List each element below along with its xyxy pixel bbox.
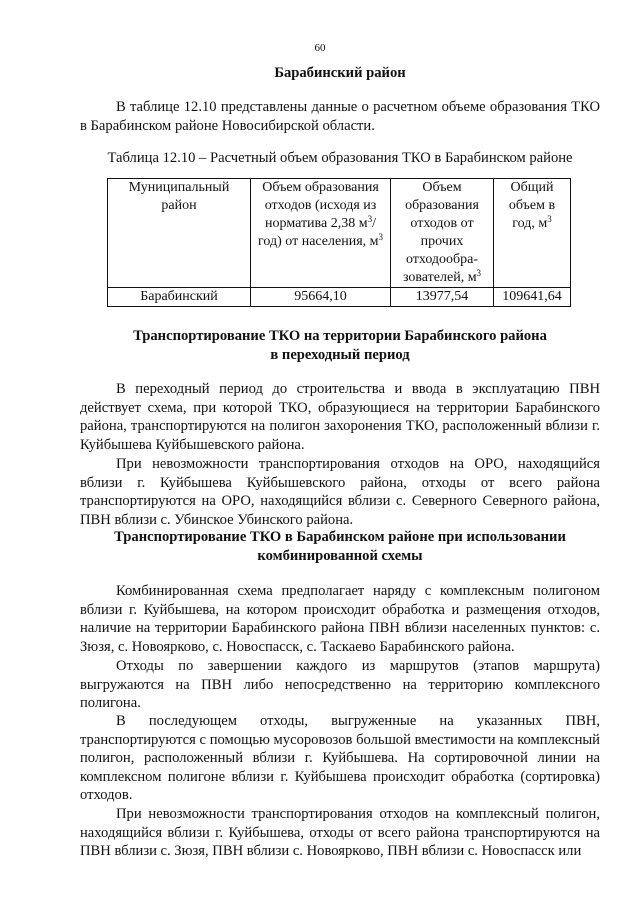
header-total-sup: 3 (547, 214, 552, 224)
header-population-volume (251, 179, 391, 288)
transition-paragraph: В переходный период до строительства и ввода в эксплуатацию ПВН действует схема, при которой ТКО, образующиеся на территории Барабинского района, транспортируются на полигон захоронения ТКО, расположенный вблизи г. Куйбышева Куйбышевского района. (80, 381, 600, 453)
intro-paragraph: В таблице 12.10 представлены данные о расчетном объеме образования ТКО в Барабинском районе Новосибирской области. (80, 99, 600, 134)
cell-population: 95664,10 (251, 288, 391, 307)
fallback-paragraph: При невозможности транспортирования отходов на комплексный полигон, находящийся вблизи г. Куйбышева, отходы от всего района транспортируются на ПВН вблизи с. Зюзя, ПВН вблизи с. Новоярково, ПВН вблизи с. Новоспасск или (80, 806, 600, 860)
table-header-row (108, 179, 571, 288)
transport-transition-heading-line2: в переходный период (270, 346, 410, 363)
section-title: Барабинский район (274, 65, 406, 81)
header-population-text: Объем образования отходов (исходя из норматива 2,38 м (262, 180, 379, 231)
waste-volume-table (107, 178, 571, 307)
header-others-sup: 3 (476, 268, 482, 278)
alternative-route-paragraph: При невозможности транспортирования отходов на ОРО, находящийся вблизи г. Куйбышева Куйбышевского района, отходы от всего района транспортируются на ОРО, находящийся вблизи с. Северного Северного района, ПВН вблизи с. Убинское Убинского района. (80, 456, 600, 528)
cell-total: 109641,64 (494, 288, 571, 307)
header-population-sup: 3 (367, 214, 373, 224)
transport-transition-heading-line1: Транспортирование ТКО на территории Барабинского района (133, 328, 547, 344)
header-population-sup-2: 3 (378, 232, 383, 242)
table-row (108, 288, 571, 307)
transport-transition-heading (80, 327, 600, 364)
cell-others: 13977,54 (391, 288, 494, 307)
unloading-paragraph: Отходы по завершении каждого из маршрутов (этапов маршрута) выгружаются на ПВН либо непосредственно на территорию комплексного полигона. (80, 658, 600, 712)
subsequent-transport-paragraph: В последующем отходы, выгруженные на указанных ПВН, транспортируются с помощью мусоровозов большой вместимости на комплексный полигон, расположенный вблизи г. Куйбышева. На сортировочной линии на комплексном полигоне вблизи г. Куйбышева происходит обработка (сортировка) отходов. (80, 713, 600, 804)
header-total-text: Общий объем в год, м (508, 180, 556, 231)
combined-scheme-heading (80, 528, 600, 565)
header-others-volume (391, 179, 494, 288)
combined-scheme-heading-line1: Транспортирование ТКО в Барабинском районе при использовании (114, 529, 566, 545)
header-total-volume (494, 179, 571, 288)
cell-district: Барабинский (108, 288, 251, 307)
combined-scheme-paragraph: Комбинированная схема предполагает наряду с комплексным полигоном вблизи г. Куйбышева, на котором происходит обработка и размещения отходов, наличие на территории Барабинского района ПВН вблизи населенных пунктов: с. Зюзя, с. Новоярково, с. Новоспасск, с. Таскаево Барабинского района. (80, 583, 600, 655)
header-district (108, 179, 251, 288)
table-caption: Таблица 12.10 – Расчетный объем образования ТКО в Барабинском районе (107, 150, 573, 166)
header-district-text: Муниципальный район (128, 180, 230, 213)
page-number: 60 (314, 42, 326, 54)
header-population-text-2: /год) от населения, м (258, 216, 379, 249)
combined-scheme-heading-line2: комбинированной схемы (257, 547, 423, 564)
header-others-text: Объем образования отходов от прочих отходообра-зователей, м (402, 180, 479, 285)
